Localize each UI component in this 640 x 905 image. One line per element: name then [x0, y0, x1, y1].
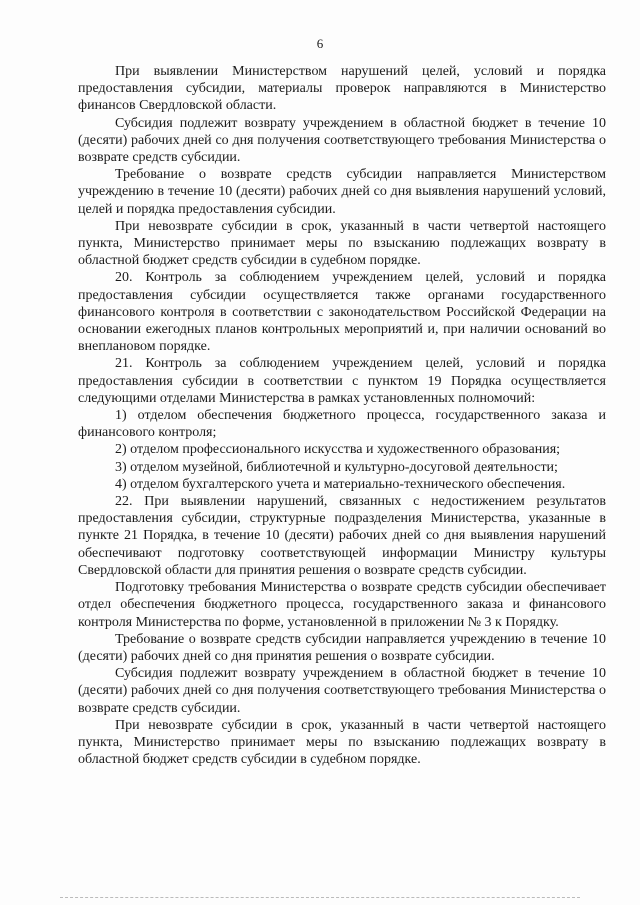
list-item-4: 4) отделом бухгалтерского учета и материально-технического обеспечения. — [115, 476, 566, 492]
list-item-3: 3) отделом музейной, библиотечной и культурно-досуговой деятельности; — [115, 459, 558, 475]
document-body — [78, 63, 606, 768]
paragraph-requirement-preparation: Подготовку требования Министерства о возврате средств субсидии обеспечивает отдел обеспечения бюджетного процесса, государственного заказа и финансового контроля Министерства по форме, установленной в приложении № 3 к Порядку. — [78, 580, 606, 630]
page-number: 6 — [316, 36, 324, 51]
list-item-1: 1) отделом обеспечения бюджетного процесса, государственного заказа и финансового контроля; — [78, 408, 606, 441]
paragraph-subsidy-return: Субсидия подлежит возврату учреждением в областной бюджет в течение 10 (десяти) рабочих дней со дня получения соответствующего требования Министерства о возврате средств субсидии. — [78, 115, 606, 166]
paragraph-violations-materials: При выявлении Министерством нарушений целей, условий и порядка предоставления субсидии, материалы проверок направляются в Министерство финансов Свердловской области. — [78, 64, 606, 114]
list-item-2: 2) отделом профессионального искусства и художественного образования; — [115, 442, 561, 458]
paragraph-requirement-sending: Требование о возврате средств субсидии направляется учреждению в течение 10 (десяти) рабочих дней со дня принятия решения о возврате субсидии. — [78, 631, 606, 664]
paragraph-item-22: 22. При выявлении нарушений, связанных с недостижением результатов предоставления субсидии, структурные подразделения Министерства, указанные в пункте 21 Порядка, в течение 10 (десяти) рабочих дней со дня выявления нарушений обеспечивают подготовку соответствующей информации Министру культуры Свердловской области для принятия решения о возврате средств субсидии. — [78, 494, 606, 578]
paragraph-return-requirement: Требование о возврате средств субсидии направляется Министерством учреждению в течение 10 (десяти) рабочих дней со дня выявления нарушений условий, целей и порядка предоставления субсидии. — [78, 167, 606, 217]
scan-edge-line — [60, 897, 580, 899]
paragraph-non-return-measures-2: При невозврате субсидии в срок, указанный в части четвертой настоящего пункта, Министерство принимает меры по взысканию подлежащих возврату в областной бюджет средств субсидии в судебном порядке. — [78, 717, 606, 768]
paragraph-non-return-measures: При невозврате субсидии в срок, указанный в части четвертой настоящего пункта, Министерство принимает меры по взысканию подлежащих возврату в областной бюджет средств субсидии в судебном порядке. — [78, 218, 606, 269]
paragraph-subsidy-return-2: Субсидия подлежит возврату учреждением в областной бюджет в течение 10 (десяти) рабочих дней со дня получения соответствующего требования Министерства о возврате средств субсидии. — [78, 666, 606, 716]
paragraph-item-21: 21. Контроль за соблюдением учреждением целей, условий и порядка предоставления субсидии в соответствии с пунктом 19 Порядка осуществляется следующими отделами Министерства в рамках установленных полномочий: — [78, 356, 606, 406]
paragraph-item-20: 20. Контроль за соблюдением учреждением целей, условий и порядка предоставления субсидии осуществляется также органами государственного финансового контроля в соответствии с законодательством Российской Федерации на основании ежегодных планов контрольных мероприятий и, при наличии оснований во внеплановом порядке. — [78, 270, 606, 355]
